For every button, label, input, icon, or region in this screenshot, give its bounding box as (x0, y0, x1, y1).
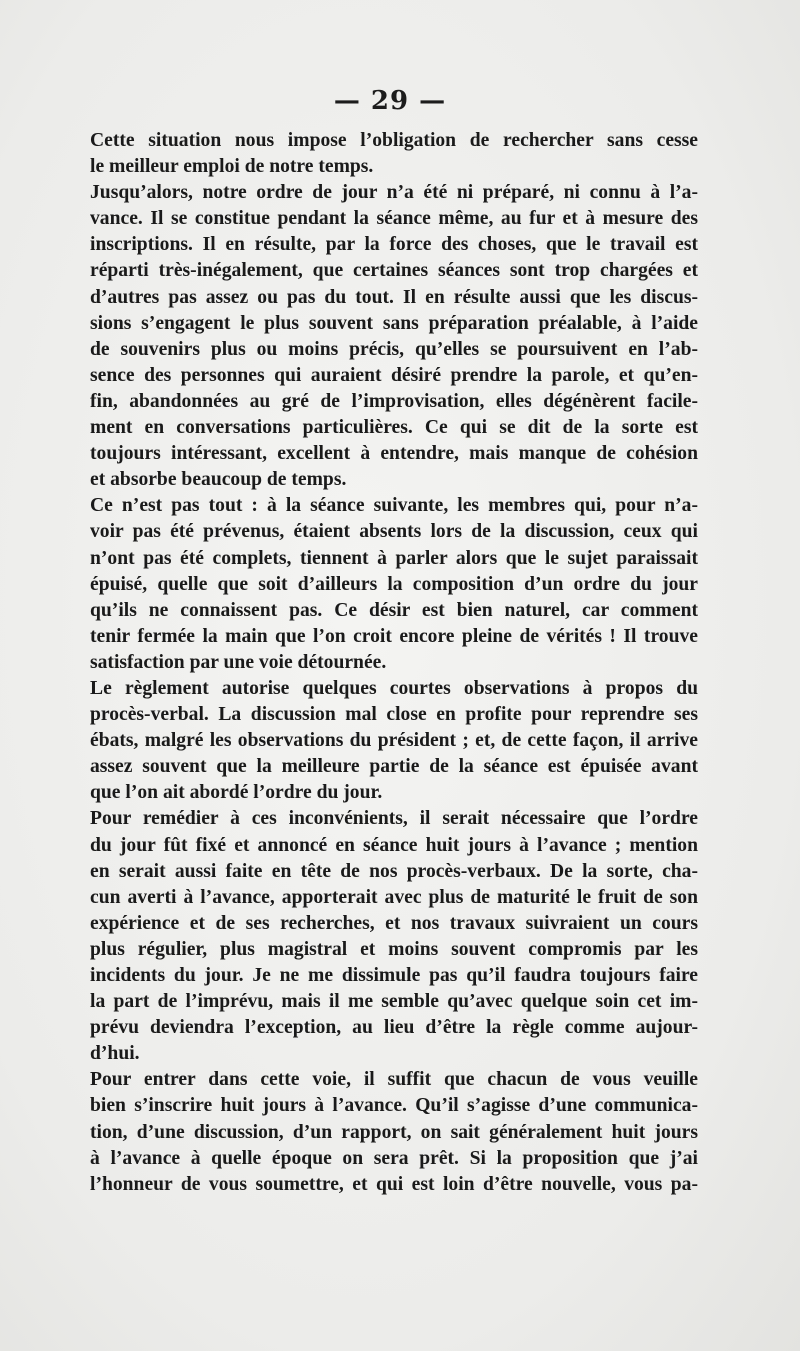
text-line: procès-verbal. La discussion mal close en profite pour reprendre ses (90, 704, 698, 726)
text-line: ébats, malgré les observations du président ; et, de cette façon, il arrive (90, 730, 698, 752)
text-line: n’ont pas été complets, tiennent à parler alors que le sujet paraissait (90, 547, 698, 569)
text-line: de souvenirs plus ou moins précis, qu’elles se poursuivent en l’ab- (90, 338, 698, 360)
text-line: épuisé, quelle que soit d’ailleurs la composition d’un ordre du jour (90, 573, 698, 595)
text-line: incidents du jour. Je ne me dissimule pas qu’il faudra toujours faire (90, 965, 698, 986)
text-line: et absorbe beaucoup de temps. (90, 469, 347, 491)
text-line: plus régulier, plus magistral et moins souvent compromis par les (90, 938, 698, 960)
text-line: la part de l’imprévu, mais il me semble qu’avec quelque soin cet im- (90, 991, 698, 1013)
text-line: Le règlement autorise quelques courtes observations à propos du (90, 677, 698, 699)
text-line: Ce n’est pas tout : à la séance suivante, les membres qui, pour n’a- (90, 495, 698, 517)
text-line: cun averti à l’avance, apporterait avec plus de maturité le fruit de son (90, 886, 698, 908)
text-line: Jusqu’alors, notre ordre de jour n’a été ni préparé, ni connu à l’a- (90, 182, 698, 204)
text-line: ment en conversations particulières. Ce qui se dit de la sorte est (90, 417, 698, 439)
text-line: d’hui. (90, 1043, 140, 1065)
text-line: voir pas été prévenus, étaient absents lors de la discussion, ceux qui (90, 521, 698, 543)
text-line: d’autres pas assez ou pas du tout. Il en résulte aussi que les discus- (90, 286, 698, 308)
page-number: — 29 — (333, 86, 447, 116)
text-line: le meilleur emploi de notre temps. (90, 156, 374, 178)
body-text (90, 128, 698, 1198)
text-line: tion, d’une discussion, d’un rapport, on sait généralement huit jours (90, 1121, 698, 1143)
text-line: réparti très-inégalement, que certaines séances sont trop chargées et (90, 260, 698, 282)
text-line: à l’avance à quelle époque on sera prêt. Si la proposition que j’ai (90, 1147, 698, 1169)
text-line: sence des personnes qui auraient désiré prendre la parole, et qu’en- (90, 364, 698, 386)
text-line: l’honneur de vous soumettre, et qui est loin d’être nouvelle, vous pa- (90, 1173, 698, 1195)
text-line: Pour remédier à ces inconvénients, il serait nécessaire que l’ordre (90, 808, 698, 830)
text-line: prévu deviendra l’exception, au lieu d’être la règle comme aujour- (90, 1017, 698, 1039)
text-line: vance. Il se constitue pendant la séance même, au fur et à mesure des (90, 208, 698, 230)
text-line: satisfaction par une voie détournée. (90, 651, 387, 673)
text-line: que l’on ait abordé l’ordre du jour. (90, 782, 383, 804)
text-line: Cette situation nous impose l’obligation de rechercher sans cesse (90, 130, 698, 151)
text-line: expérience et de ses recherches, et nos travaux suivraient un cours (90, 912, 698, 934)
text-line: assez souvent que la meilleure partie de la séance est épuisée avant (90, 756, 698, 778)
text-line: Pour entrer dans cette voie, il suffit que chacun de vous veuille (90, 1069, 698, 1091)
text-line: en serait aussi faite en tête de nos procès-verbaux. De la sorte, cha- (90, 860, 698, 882)
text-line: bien s’inscrire huit jours à l’avance. Qu’il s’agisse d’une communica- (90, 1095, 698, 1117)
text-line: du jour fût fixé et annoncé en séance huit jours à l’avance ; mention (90, 834, 698, 856)
text-line: fin, abandonnées au gré de l’improvisation, elles dégénèrent facile- (90, 390, 698, 412)
text-line: inscriptions. Il en résulte, par la force des choses, que le travail est (90, 234, 698, 256)
text-line: tenir fermée la main que l’on croit encore pleine de vérités ! Il trouve (90, 625, 698, 647)
text-line: sions s’engagent le plus souvent sans préparation préalable, à l’aide (90, 312, 698, 334)
text-line: toujours intéressant, excellent à entendre, mais manque de cohésion (90, 443, 698, 465)
text-line: qu’ils ne connaissent pas. Ce désir est bien naturel, car comment (90, 599, 698, 621)
